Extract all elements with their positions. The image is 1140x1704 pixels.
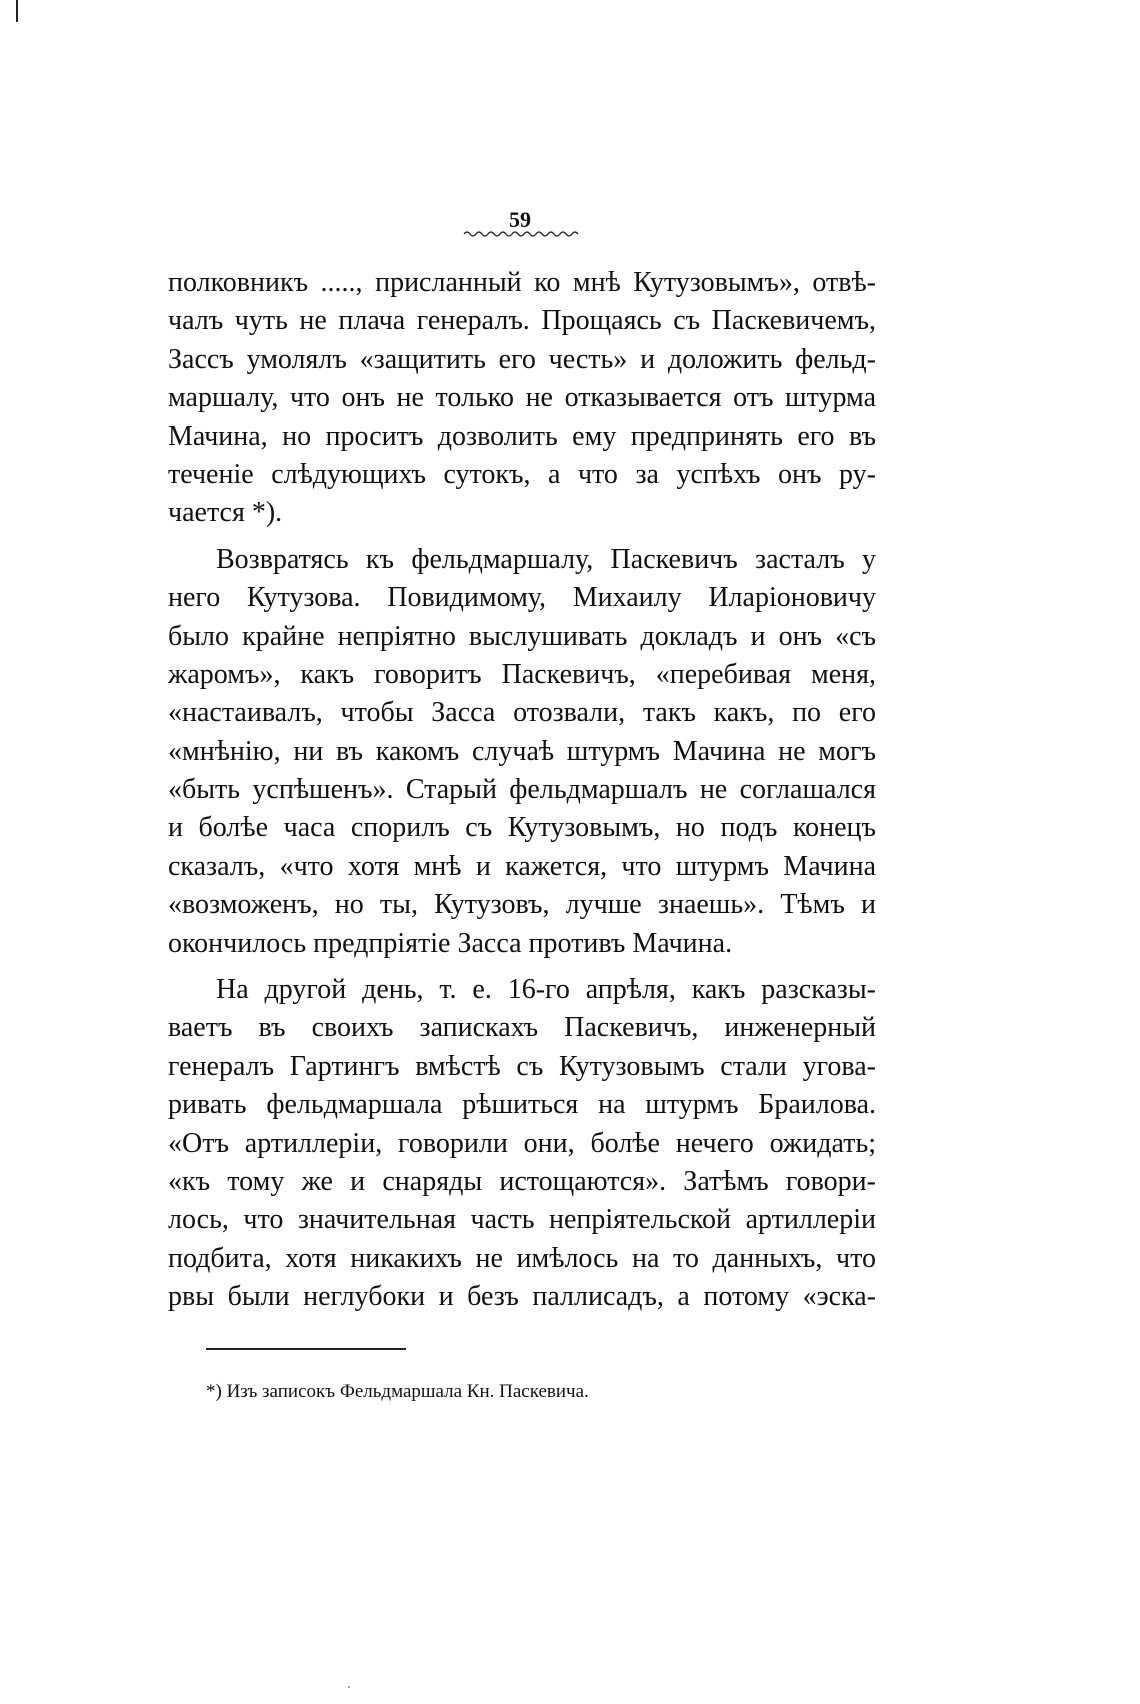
- footnote: *) Изъ записокъ Фельдмаршала Кн. Паскевича.: [206, 1381, 589, 1402]
- text-line: На другой день, т. е. 16-го апрѣля, какъ разсказы-: [216, 974, 876, 1006]
- scan-edge-mark: [16, 0, 18, 22]
- text-line: Мачина, но проситъ дозволить ему предпринять его въ: [168, 420, 876, 452]
- paragraph-3: [168, 971, 876, 1317]
- body-text: [168, 264, 876, 1317]
- text-line: «быть успѣшенъ». Старый фельдмаршалъ не соглашался: [168, 774, 876, 806]
- text-line: жаромъ», какъ говоритъ Паскевичъ, «перебивая меня,: [168, 658, 876, 690]
- text-line: «возможенъ, но ты, Кутузовъ, лучше знаешь». Тѣмъ и: [168, 889, 876, 921]
- text-line: лось, что значительная часть непріятельской артиллеріи: [168, 1204, 876, 1236]
- text-line: него Кутузова. Повидимому, Михаилу Иларіоновичу: [168, 582, 876, 614]
- text-line: «мнѣнію, ни въ какомъ случаѣ штурмъ Мачина не могъ: [168, 735, 876, 767]
- text-line: чалъ чуть не плача генералъ. Прощаясь съ Паскевичемъ,: [168, 305, 876, 337]
- text-line: сказалъ, «что хотя мнѣ и кажется, что штурмъ Мачина: [168, 850, 876, 882]
- text-line: «къ тому же и снаряды истощаются». Затѣмъ говори-: [168, 1165, 876, 1197]
- text-line: генералъ Гартингъ вмѣстѣ съ Кутузовымъ стали угова-: [168, 1050, 876, 1082]
- page-number-ornament: [462, 228, 582, 240]
- text-line: Возвратясь къ фельдмаршалу, Паскевичъ засталъ у: [216, 543, 876, 575]
- paragraph-1: [168, 264, 876, 533]
- footnote-divider: [206, 1348, 406, 1350]
- text-line: рвы были неглубоки и безъ паллисадъ, а потому «эска-: [168, 1281, 876, 1313]
- text-line: теченіе слѣдующихъ сутокъ, а что за успѣхъ онъ ру-: [168, 458, 876, 490]
- text-line: подбита, хотя никакихъ не имѣлось на то данныхъ, что: [168, 1242, 876, 1274]
- text-line: окончилось предпріятіе Засса противъ Мачина.: [168, 927, 733, 959]
- text-line: чается *).: [168, 497, 283, 529]
- text-line: полковникъ ....., присланный ко мнѣ Кутузовымъ», отвѣ-: [168, 267, 876, 298]
- text-line: «настаивалъ, чтобы Засса отозвали, такъ какъ, по его: [168, 697, 876, 729]
- text-line: маршалу, что онъ не только не отказывается отъ штурма: [168, 382, 876, 414]
- text-line: и болѣе часа спорилъ съ Кутузовымъ, но подъ конецъ: [168, 812, 876, 844]
- text-line: Зассъ умолялъ «защитить его честь» и доложить фельд-: [168, 343, 876, 375]
- text-line: было крайне непріятно выслушивать докладъ и онъ «съ: [168, 620, 876, 652]
- text-line: «Отъ артиллеріи, говорили они, болѣе нечего ожидать;: [168, 1127, 876, 1159]
- paragraph-2: [168, 541, 876, 963]
- scan-speck: [348, 1686, 350, 1688]
- text-line: ривать фельдмаршала рѣшиться на штурмъ Браилова.: [168, 1089, 876, 1121]
- page-number: 59: [509, 207, 531, 232]
- text-line: ваетъ въ своихъ запискахъ Паскевичъ, инженерный: [168, 1012, 876, 1044]
